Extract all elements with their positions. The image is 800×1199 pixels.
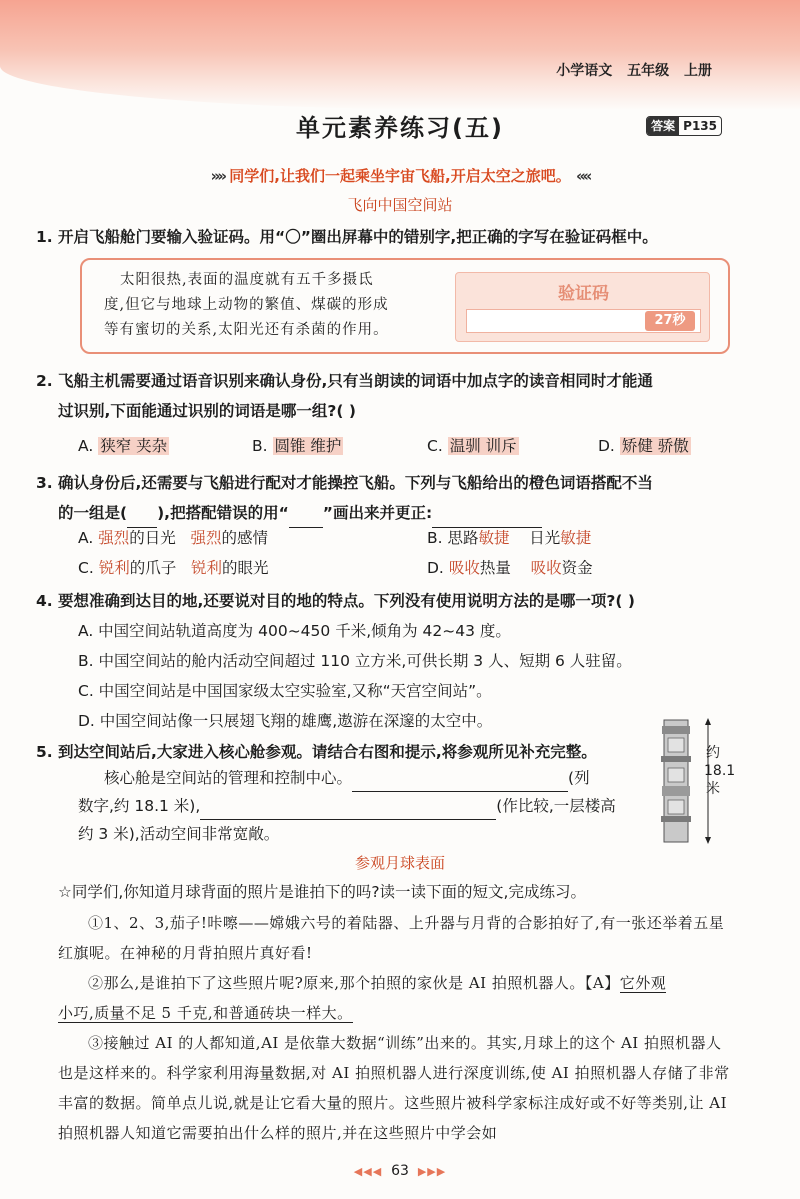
header-band: [0, 0, 800, 110]
option-text: 思路: [447, 529, 479, 547]
answer-page: P135: [683, 119, 717, 133]
q5-text: 核心舱是空间站的管理和控制中心。: [104, 769, 353, 787]
section-title-space-station: 飞向中国空间站: [347, 196, 453, 214]
question-number: 5.: [36, 743, 53, 761]
question-stem: 到达空间站后,大家进入核心舱参观。请结合右图和提示,将参观所见补充完整。: [58, 743, 597, 761]
left-triangles-icon: ◀◀◀: [353, 1165, 383, 1178]
option-text: 的日光: [129, 529, 176, 547]
orange-word: 敏捷: [478, 529, 510, 547]
question-2: [36, 366, 738, 426]
orange-word: 强烈: [98, 529, 130, 547]
q5-text: (作比较,一层楼高: [496, 797, 616, 815]
q2-option-d[interactable]: [598, 432, 691, 460]
option-letter: A.: [78, 529, 94, 547]
answer-badge: [646, 116, 722, 136]
option-text: 日光: [529, 529, 561, 547]
verify-code-panel: [455, 272, 710, 342]
option-letter: B.: [252, 437, 268, 455]
left-arrows-icon: »»: [210, 167, 225, 185]
page-number-text: 63: [391, 1163, 409, 1179]
screen-line: 度,但它与地球上动物的繁值、煤碳的形成: [104, 297, 389, 313]
question-stem: 飞船主机需要通过语音识别来确认身份,只有当朗读的词语中加点字的读音相同时才能通: [58, 372, 653, 390]
option-text: 矫健 骄傲: [621, 437, 689, 455]
q5-text: 数字,约 18.1 米),: [78, 797, 201, 815]
option-text: 狭窄 夹杂: [100, 437, 168, 455]
underline-mark: [289, 510, 323, 528]
page-number: [0, 1163, 800, 1179]
q5-blank-1[interactable]: [352, 774, 568, 792]
question-1: [36, 222, 738, 252]
question-4: [36, 586, 738, 616]
q5-blank-2[interactable]: [200, 802, 496, 820]
question-number: 2.: [36, 372, 53, 390]
screen-box: [80, 258, 730, 354]
question-stem-cont: 过识别,下面能通过识别的词语是哪一组?( ): [58, 402, 356, 420]
q5-line-2: [78, 792, 616, 820]
passage-paragraph-1: ①1、2、3,茄子!咔嚓——嫦娥六号的着陆器、上升器与月背的合影拍好了,有一张还举着五星红旗呢。在神秘的月背拍照片真好看!: [58, 914, 725, 962]
question-stem: 要想准确到达目的地,还要说对目的地的特点。下列没有使用说明方法的是哪一项?( ): [58, 592, 635, 610]
section-title-moon: 参观月球表面: [354, 854, 445, 872]
question-number: 3.: [36, 474, 53, 492]
answer-label: 答案: [647, 117, 679, 135]
q5-line-1: [104, 764, 590, 792]
orange-word: 锐利: [191, 559, 223, 577]
orange-word: 敏捷: [560, 529, 592, 547]
question-number: 4.: [36, 592, 53, 610]
question-stem-cont: ”画出来并更正:: [322, 504, 433, 522]
paragraph-text: ②那么,是谁拍下了这些照片呢?原来,那个拍照的家伙是 AI 拍照机器人。【A】: [88, 974, 620, 992]
question-3: [36, 468, 738, 528]
screen-line: 太阳很热,表面的温度就有五千多摄氐: [120, 272, 374, 288]
q4-option-a[interactable]: A. 中国空间站轨道高度为 400~450 千米,倾角为 42~43 度。: [78, 622, 511, 640]
figure-label: 约18.1米: [704, 745, 736, 797]
option-text: 的眼光: [222, 559, 269, 577]
reading-intro: ☆同学们,你知道月球背面的照片是谁拍下的吗?读一读下面的短文,完成练习。: [58, 883, 586, 901]
q3-option-a[interactable]: [78, 524, 268, 552]
verify-code-label: 验证码: [558, 284, 609, 304]
underlined-sentence: 它外观: [619, 974, 667, 992]
option-letter: D.: [427, 559, 444, 577]
option-text: 圆锥 维护: [274, 437, 342, 455]
q2-option-c[interactable]: [427, 432, 519, 460]
option-text: 热量: [479, 559, 511, 577]
q3-option-d[interactable]: [427, 554, 593, 582]
q3-option-c[interactable]: [78, 554, 269, 582]
question-stem: 开启飞船舱门要输入验证码。用“〇”圈出屏幕中的错别字,把正确的字写在验证码框中。: [58, 228, 658, 246]
right-triangles-icon: ▶▶▶: [417, 1165, 447, 1178]
q4-option-d[interactable]: D. 中国空间站像一只展翅飞翔的雄鹰,遨游在深邃的太空中。: [78, 712, 493, 730]
screen-line: 等有蜜切的关系,太阳光还有杀菌的作用。: [104, 322, 389, 338]
option-text: 的感情: [221, 529, 269, 547]
option-letter: C.: [78, 559, 94, 577]
q5-line-3: 约 3 米),活动空间非常宽敞。: [78, 825, 280, 843]
q2-option-b[interactable]: [252, 432, 343, 460]
option-text: 的爪子: [129, 559, 177, 577]
question-stem-cont: ),把搭配错误的用“: [157, 504, 289, 522]
orange-word: 锐利: [98, 559, 130, 577]
option-letter: D.: [598, 437, 615, 455]
q3-option-b[interactable]: [427, 524, 591, 552]
option-letter: B.: [427, 529, 443, 547]
orange-word: 吸收: [448, 559, 480, 577]
passage-paragraph-2: [58, 968, 734, 1028]
orange-word: 强烈: [190, 529, 222, 547]
option-text: 资金: [561, 559, 593, 577]
right-arrows-icon: ««: [575, 167, 590, 185]
question-stem: 确认身份后,还需要与飞船进行配对才能操控飞船。下列与飞船给出的橙色词语搭配不当: [58, 474, 653, 492]
question-5: [36, 737, 648, 767]
option-letter: A.: [78, 437, 94, 455]
orange-word: 吸收: [530, 559, 562, 577]
q4-option-c[interactable]: C. 中国空间站是中国国家级太空实验室,又称“天宫空间站”。: [78, 682, 492, 700]
countdown-timer: 27秒: [645, 311, 695, 331]
page-title: 单元素养练习(五): [296, 114, 504, 142]
book-info: 小学语文 五年级 上册: [556, 63, 712, 79]
option-letter: C.: [427, 437, 443, 455]
banner-text: 同学们,让我们一起乘坐宇宙飞船,开启太空之旅吧。: [229, 167, 571, 185]
underlined-sentence: 小巧,质量不足 5 千克,和普通砖块一样大。: [58, 1004, 353, 1022]
option-text: 温驯 训斥: [449, 437, 517, 455]
q5-text: (列: [568, 769, 590, 787]
question-stem-cont: 的一组是(: [58, 504, 128, 522]
screen-text: [104, 268, 424, 343]
intro-banner: [0, 165, 800, 186]
q2-option-a[interactable]: [78, 432, 169, 460]
question-number: 1.: [36, 228, 53, 246]
passage-paragraph-3: ③接触过 AI 的人都知道,AI 是依靠大数据“训练”出来的。其实,月球上的这个 AI 拍照机器人也是这样来的。科学家利用海量数据,对 AI 拍照机器人进行深度训练,使 AI 拍照机器人存储了非常丰富的数据。简单点儿说,就是让它看大量的照片。这些照片被科学家标注成好或不好等类别,让 AI 拍照机器人知道它需要拍出什么样的照片,并在这些照片中学会如: [58, 1034, 730, 1142]
q4-option-b[interactable]: B. 中国空间站的舱内活动空间超过 110 立方米,可供长期 3 人、短期 6 人驻留。: [78, 652, 632, 670]
